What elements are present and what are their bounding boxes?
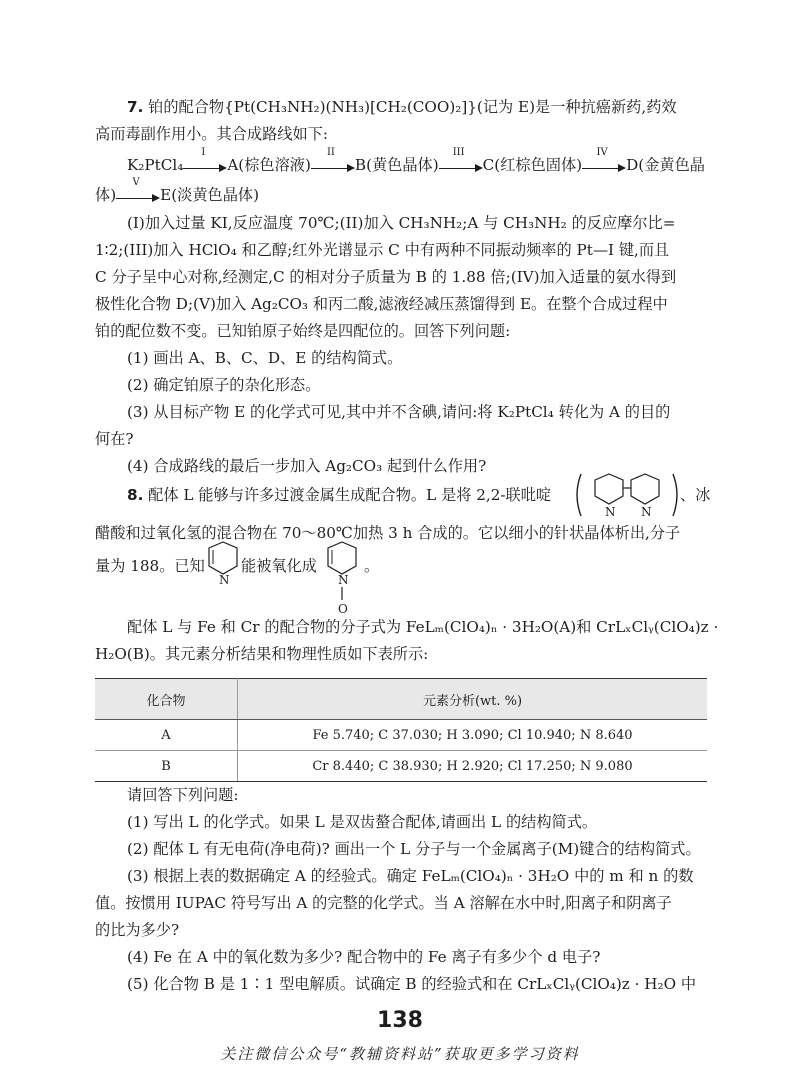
q8-prompt: 请回答下列问题: [127, 786, 239, 804]
q7-desc-3: C 分子呈中心对称,经测定,C 的相对分子质量为 B 的 1.88 倍;(IV)加入适量的氨水得到 [95, 268, 677, 286]
q8-formula-line2: H₂O(B)。其元素分析结果和物理性质如下表所示: [95, 645, 429, 663]
pyridine-n: N [219, 573, 230, 587]
table-header-compound: 化合物 [95, 679, 238, 720]
q7-question-3-cont: 何在? [95, 430, 134, 448]
q7-question-1: (1) 画出 A、B、C、D、E 的结构简式。 [127, 349, 403, 367]
pyridine-structure [205, 540, 245, 588]
q8-line3-a: 量为 188。已知 [95, 557, 205, 575]
q7-question-4: (4) 合成路线的最后一步加入 Ag₂CO₃ 起到什么作用? [127, 457, 487, 475]
q8-question-4: (4) Fe 在 A 中的氧化数为多少? 配合物中的 Fe 离子有多少个 d 电子? [127, 948, 601, 966]
q8-question-3-cont2: 的比为多少? [95, 921, 180, 939]
reaction-arrow-4: IV [582, 159, 626, 173]
table-cell-analysis: Fe 5.740; C 37.030; H 3.090; Cl 10.940; N 8.640 [238, 720, 708, 751]
q7-synthesis-route-cont: 体) V E(淡黄色晶体) [95, 177, 259, 204]
q8-question-1: (1) 写出 L 的化学式。如果 L 是双齿螯合配体,请画出 L 的结构简式。 [127, 813, 598, 831]
table-row [95, 751, 707, 782]
reaction-arrow-2: II [311, 159, 355, 173]
reaction-arrow-1: I [183, 159, 227, 173]
q7-desc-5: 铂的配位数不变。已知铂原子始终是四配位的。回答下列问题: [95, 322, 511, 340]
q8-number: 8. [127, 486, 144, 504]
q8-line3-c: 。 [364, 557, 380, 575]
q8-formula-line1: 配体 L 与 Fe 和 Cr 的配合物的分子式为 FeLₘ(ClO₄)ₙ · 3H₂O(A)和 CrLₓClᵧ(ClO₄)z · [127, 618, 719, 636]
bipyridine-structure [575, 470, 685, 520]
table-cell-compound: B [95, 751, 238, 782]
q7-intro-line2: 高而毒副作用小。其合成路线如下: [95, 125, 328, 143]
q7-desc-4: 极性化合物 D;(V)加入 Ag₂CO₃ 和丙二酸,滤液经减压蒸馏得到 E。在整个合成过程中 [95, 295, 668, 313]
q8-line2: 醋酸和过氧化氢的混合物在 70～80℃加热 3 h 合成的。它以细小的针状晶体析出,分子 [95, 524, 681, 542]
q8-line3-b: 能被氧化成 [241, 557, 317, 575]
element-analysis-table [95, 678, 707, 782]
table-cell-compound: A [95, 720, 238, 751]
n-oxide-o: O [338, 602, 348, 616]
q8-question-3: (3) 根据上表的数据确定 A 的经验式。确定 FeLₘ(ClO₄)ₙ · 3H₂O 中的 m 和 n 的数 [127, 867, 694, 885]
q7-question-2: (2) 确定铂原子的杂化形态。 [127, 376, 321, 394]
table-cell-analysis: Cr 8.440; C 38.930; H 2.920; Cl 17.250; N 9.080 [238, 751, 708, 782]
q8-line1-b: 、冰 [680, 486, 711, 504]
n-oxide-n: N [338, 573, 349, 587]
q7-number: 7. [127, 98, 144, 116]
table-header-analysis: 元素分析(wt. %) [238, 679, 708, 720]
q7-desc-2: 1∶2;(III)加入 HClO₄ 和乙醇;红外光谱显示 C 中有两种不同振动频率的 Pt—I 键,而且 [95, 241, 670, 259]
bipy-n-right: N [641, 505, 652, 519]
table-header-row [95, 679, 707, 720]
q7-synthesis-route: K₂PtCl₄ I A(棕色溶液) II B(黄色晶体) III C(红棕色固体) IV D(金黄色晶 [127, 147, 705, 174]
q8-question-3-cont1: 值。按惯用 IUPAC 符号写出 A 的完整的化学式。当 A 溶解在水中时,阳离子和阴离子 [95, 894, 672, 912]
q7-intro-line1: 7. 铂的配合物{Pt(CH₃NH₂)(NH₃)[CH₂(COO)₂]}(记为 E)是一种抗癌新药,药效 [127, 98, 677, 116]
page-number: 138 [377, 1008, 423, 1033]
bipy-n-left: N [605, 505, 616, 519]
reaction-arrow-5: V [116, 189, 160, 203]
footer-note: 关注微信公众号“教辅资料站”获取更多学习资料 [220, 1045, 580, 1063]
q8-question-5: (5) 化合物 B 是 1∶1 型电解质。试确定 B 的经验式和在 CrLₓClᵧ(ClO₄)z · H₂O 中 [127, 975, 697, 993]
q8-question-2: (2) 配体 L 有无电荷(净电荷)? 画出一个 L 分子与一个金属离子(M)键合的结构简式。 [127, 840, 701, 858]
q7-question-3: (3) 从目标产物 E 的化学式可见,其中并不含碘,请问:将 K₂PtCl₄ 转化为 A 的目的 [127, 403, 671, 421]
reaction-arrow-3: III [439, 159, 483, 173]
table-row [95, 720, 707, 751]
pyridine-n-oxide-structure [324, 540, 368, 616]
q8-line1-a: 8. 配体 L 能够与许多过渡金属生成配合物。L 是将 2,2-联吡啶 [127, 486, 552, 504]
q7-desc-1: (I)加入过量 KI,反应温度 70℃;(II)加入 CH₃NH₂;A 与 CH₃NH₂ 的反应摩尔比= [127, 214, 676, 232]
